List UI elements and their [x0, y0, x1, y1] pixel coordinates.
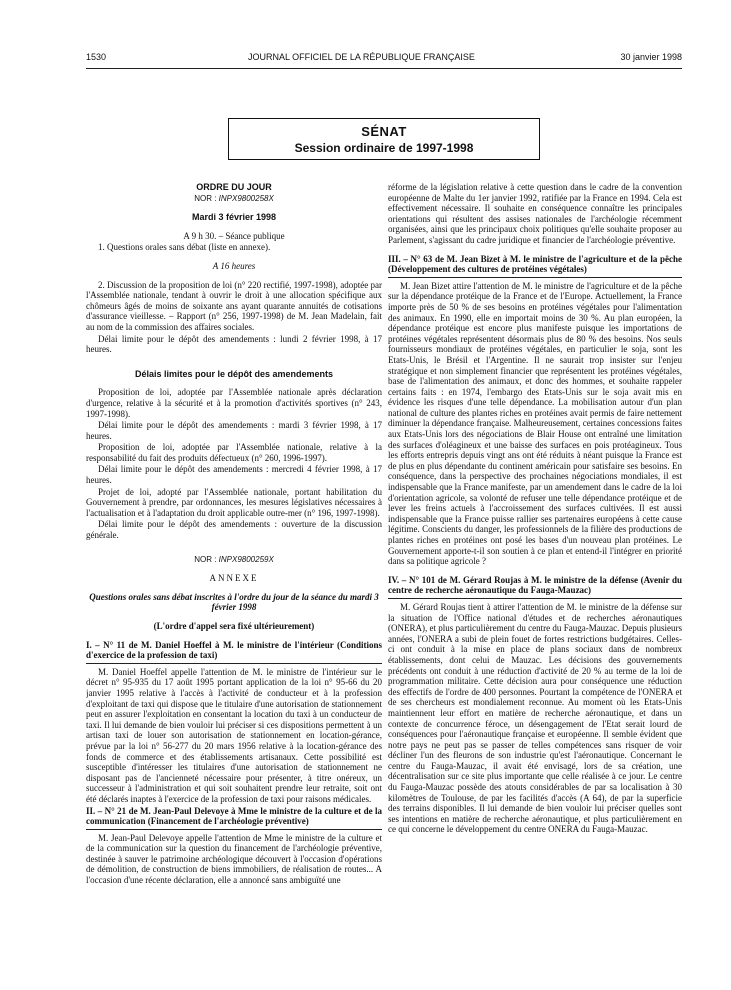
question-1-body: M. Daniel Hoeffel appelle l'attention de M. le ministre de l'intérieur sur le décret n° 95-935 du 17 août 1995 portant application de la loi n° 95-66 du 20 janvier 1995 relative à l'accès à l'activité de conducteur et à la profession d'exploitant de taxi qui dispose que le titulaire d'une autorisation de stationnement peut en assurer l'exploitation en consentant la location du taxi à un conducteur de taxi. Il lui demande de bien vouloir lui préciser si ces dispositions permettent à un artisan taxi de louer son autorisation de stationnement en location-gérance, prévue par la loi n° 56-277 du 20 mars 1956 relative à la location-gérance des fonds de commerce et des établissements artisanaux. Cette possibilité est susceptible d'intéresser les titulaires d'une autorisation de stationnement ne disposant pas de l'ancienneté nécessaire pour présenter, à titre onéreux, un successeur à l'administration et qui soit souhaitent prendre leur retraite, soit ont été déclarés inaptes à l'exercice de la profession de taxi pour raisons médicales. — [86, 666, 382, 804]
prop-3-delai: Délai limite pour le dépôt des amendements : ouverture de la discussion générale. — [86, 519, 382, 541]
left-column — [86, 182, 382, 972]
right-column — [388, 182, 682, 972]
delais-title: Délais limites pour le dépôt des amendements — [134, 368, 334, 379]
header-rule — [86, 68, 682, 69]
journal-title: JOURNAL OFFICIEL DE LA RÉPUBLIQUE FRANÇAISE — [248, 52, 475, 62]
prop-3: Projet de loi, adopté par l'Assemblée nationale, portant habilitation du Gouvernement à prendre, par ordonnances, les mesures législatives nécessaires à l'actualisation et à l'adaptation du droit applicable outre-mer (n° 196, 1997-1998). — [86, 486, 382, 518]
question-2-continued: réforme de la législation relative à cette question dans le cadre de la convention européenne de Malte du 1er janvier 1992, ratifiée par la France en 1994. Cela est effectivement nécessaire. Il souhaite en conséquence connaître les principales orientations qui résultent des assises nationales de l'archéologie récemment organisées, ainsi que les principaux choix politiques qu'elle souhaite proposer au Parlement, s'agissant du cadre juridique et financier de l'archéologie préventive. — [388, 182, 682, 245]
question-4-body: M. Gérard Roujas tient à attirer l'attention de M. le ministre de la défense sur la situation de l'Office national d'études et de recherches aéronautiques (ONERA), et plus particulièrement du centre du Fauga-Mauzac. Depuis plusieurs années, l'ONERA a subi de plein fouet de fortes restrictions budgétaires. Celles-ci ont conduit à la mise en place de plans sociaux dans de nombreux établissements, dont celui de Mauzac. Les décisions des gouvernements précédents ont conduit à une réduction d'activité de 20 % au terme de la loi de programmation militaire. Cette décision aura pour conséquence une réduction des effectifs de l'ordre de 400 personnes. Pourtant la compétence de l'ONERA et de ses chercheurs est mondialement reconnue. Au moment où les Etats-Unis maintiennent leur effort en matière de recherche aéronautique, et dans un contexte de concurrence féroce, un désengagement de l'Etat serait lourd de conséquences pour l'aéronautique française et européenne. Il semble évident que notre pays ne peut pas se passer de telles compétences sans risquer de voir décliner l'un des fleurons de son industrie qu'est l'aéronautique. Concernant le centre du Fauga-Mauzac, il avait été envisagé, lors de sa création, une décentralisation sur ce site plus importante que celle réalisée à ce jour. Le centre du Fauga-Mauzac possède des atouts considérables de par sa localisation à 30 kilomètres de Toulouse, de par les facilités d'accès (A 64), de par la superficie des terrains disponibles. Il lui demande de bien vouloir lui préciser quelles sont ses intentions en matière de recherche aéronautique, et plus particulièrement en ce qui concerne le développement du centre ONERA du Fauga-Mauzac. — [388, 601, 682, 835]
question-2-head: II. – N° 21 de M. Jean-Paul Delevoye à Mme le ministre de la culture et de la communication (Financement de l'archéologie préventive) — [86, 805, 382, 827]
title-box — [228, 118, 540, 160]
divider — [86, 663, 382, 664]
nor-value: INPX9800258X — [218, 193, 274, 203]
session-date: Mardi 3 février 1998 — [191, 212, 277, 223]
running-header — [86, 52, 682, 66]
question-1-head: I. – N° 11 de M. Daniel Hoeffel à M. le ministre de l'intérieur (Conditions d'exercice de la profession de taxi) — [86, 639, 382, 661]
divider — [388, 277, 682, 278]
question-4-head: IV. – N° 101 de M. Gérard Roujas à M. le ministre de la défense (Avenir du centre de recherche aéronautique du Fauga-Mauzac) — [388, 574, 682, 596]
question-3-body: M. Jean Bizet attire l'attention de M. le ministre de l'agriculture et de la pêche sur la dépendance protéique de la France et de l'Europe. Actuellement, la France importe près de 50 % de ses besoins en protéines végétales pour l'alimentation des animaux. En 1990, elle en importait moins de 30 %. Au plan européen, la dépendance protéique est encore plus manifeste puisque les importations de protéines végétales représentent désormais plus de 80 % des besoins. Nos seuls fournisseurs mondiaux de protéines végétales, en particulier le soja, sont les Etats-Unis, le Brésil et l'Argentine. Il ne saurait trop insister sur l'enjeu stratégique et non simplement financier que représentent les protéines végétales, base de l'alimentation des animaux, et donc des hommes, et souhaite rappeler certains faits : en 1974, l'embargo des Etats-Unis sur le soja avait mis en évidence les risques d'une telle dépendance. La mobilisation autour d'un plan national de culture des plantes riches en protéines avait permis de faire nettement diminuer la dépendance française. Malheureusement, certaines concessions faites aux Etats-Unis lors des négociations de Blair House ont entraîné une limitation des surfaces d'oléagineux et une baisse des surfaces en pois protéagineux. Tous les efforts entrepris depuis vingt ans ont été réduits à néant puisque la France est de plus en plus dépendante du continent américain pour satisfaire ses besoins. En conséquence, dans la perspective des prochaines négociations mondiales, il est indispensable que la France manifeste, par un amendement dans le cadre de la loi d'orientation agricole, sa volonté de refuser une telle dépendance protéique et de lever les freins actuels à l'accroissement des surfaces cultivées. Il est aussi indispensable que la France puisse rallier ses partenaires européens à cette cause légitime. Conscients du danger, les professionnels de la filière des productions de plantes riches en protéines ont posé les bases d'un nouveau plan protéines. Le Gouvernement apporte-t-il son soutien à ce plan et entend-il l'intégrer en priorité dans sa politique agricole ? — [388, 280, 682, 567]
divider — [86, 829, 382, 830]
a-930: A 9 h 30. – Séance publique — [183, 230, 285, 241]
nor-label: NOR : — [194, 193, 217, 203]
ordre-appel: (L'ordre d'appel sera fixé ultérieurement) — [153, 621, 315, 631]
item-2: 2. Discussion de la proposition de loi (n° 220 rectifié, 1997-1998), adoptée par l'Assemblée nationale, tendant à ouvrir le droit à une allocation spécifique aux chômeurs âgés de moins de soixante ans ayant quarante annuités de cotisations d'assurance vieillesse. – Rapport (n° 256, 1997-1998) de M. Jean Madelain, fait au nom de la commission des affaires sociales. — [86, 279, 382, 332]
nor-value: INPX9800259X — [218, 554, 274, 564]
prop-1: Proposition de loi, adoptée par l'Assemblée nationale après déclaration d'urgence, relative à la sécurité et à la promotion d'activités sportives (n° 243, 1997-1998). — [86, 387, 382, 419]
header-date: 30 janvier 1998 — [620, 52, 682, 62]
prop-2: Proposition de loi, adoptée par l'Assemblée nationale, relative à la responsabilité du fait des produits défectueux (n° 260, 1996-1997). — [86, 442, 382, 463]
page-number: 1530 — [86, 52, 107, 62]
nor-2 — [86, 555, 382, 566]
a-16: A 16 heures — [212, 260, 256, 271]
divider — [388, 598, 682, 599]
nor-1 — [86, 194, 382, 205]
item-1: 1. Questions orales sans débat (liste en annexe). — [98, 242, 271, 253]
prop-1-delai: Délai limite pour le dépôt des amendements : mardi 3 février 1998, à 17 heures. — [86, 420, 382, 441]
question-2-body: M. Jean-Paul Delevoye appelle l'attention de Mme le ministre de la culture et de la communication sur la question du financement de l'archéologie préventive, destinée à sauver le patrimoine archéologique découvert à l'occasion d'opérations de démolition, de construction de biens immobiliers, de réalisation de routes... A l'occasion d'une récente déclaration, elle a annoncé sans ambiguïté une — [86, 832, 382, 886]
ordre-title: ORDRE DU JOUR — [196, 182, 272, 192]
question-3-head: III. – N° 63 de M. Jean Bizet à M. le ministre de l'agriculture et de la pêche (Développement des cultures de protéines végétales) — [388, 253, 682, 275]
questions-title: Questions orales sans débat inscrites à l'ordre du jour de la séance du mardi 3 février 1998 — [89, 591, 379, 613]
prop-2-delai: Délai limite pour le dépôt des amendements : mercredi 4 février 1998, à 17 heures. — [86, 464, 382, 486]
delai-1: Délai limite pour le dépôt des amendements : lundi 2 février 1998, à 17 heures. — [86, 333, 382, 355]
title-session: Session ordinaire de 1997-1998 — [294, 141, 474, 155]
annexe-title: ANNEXE — [209, 573, 259, 584]
title-senat: SÉNAT — [361, 124, 407, 139]
nor-label: NOR : — [194, 554, 217, 564]
